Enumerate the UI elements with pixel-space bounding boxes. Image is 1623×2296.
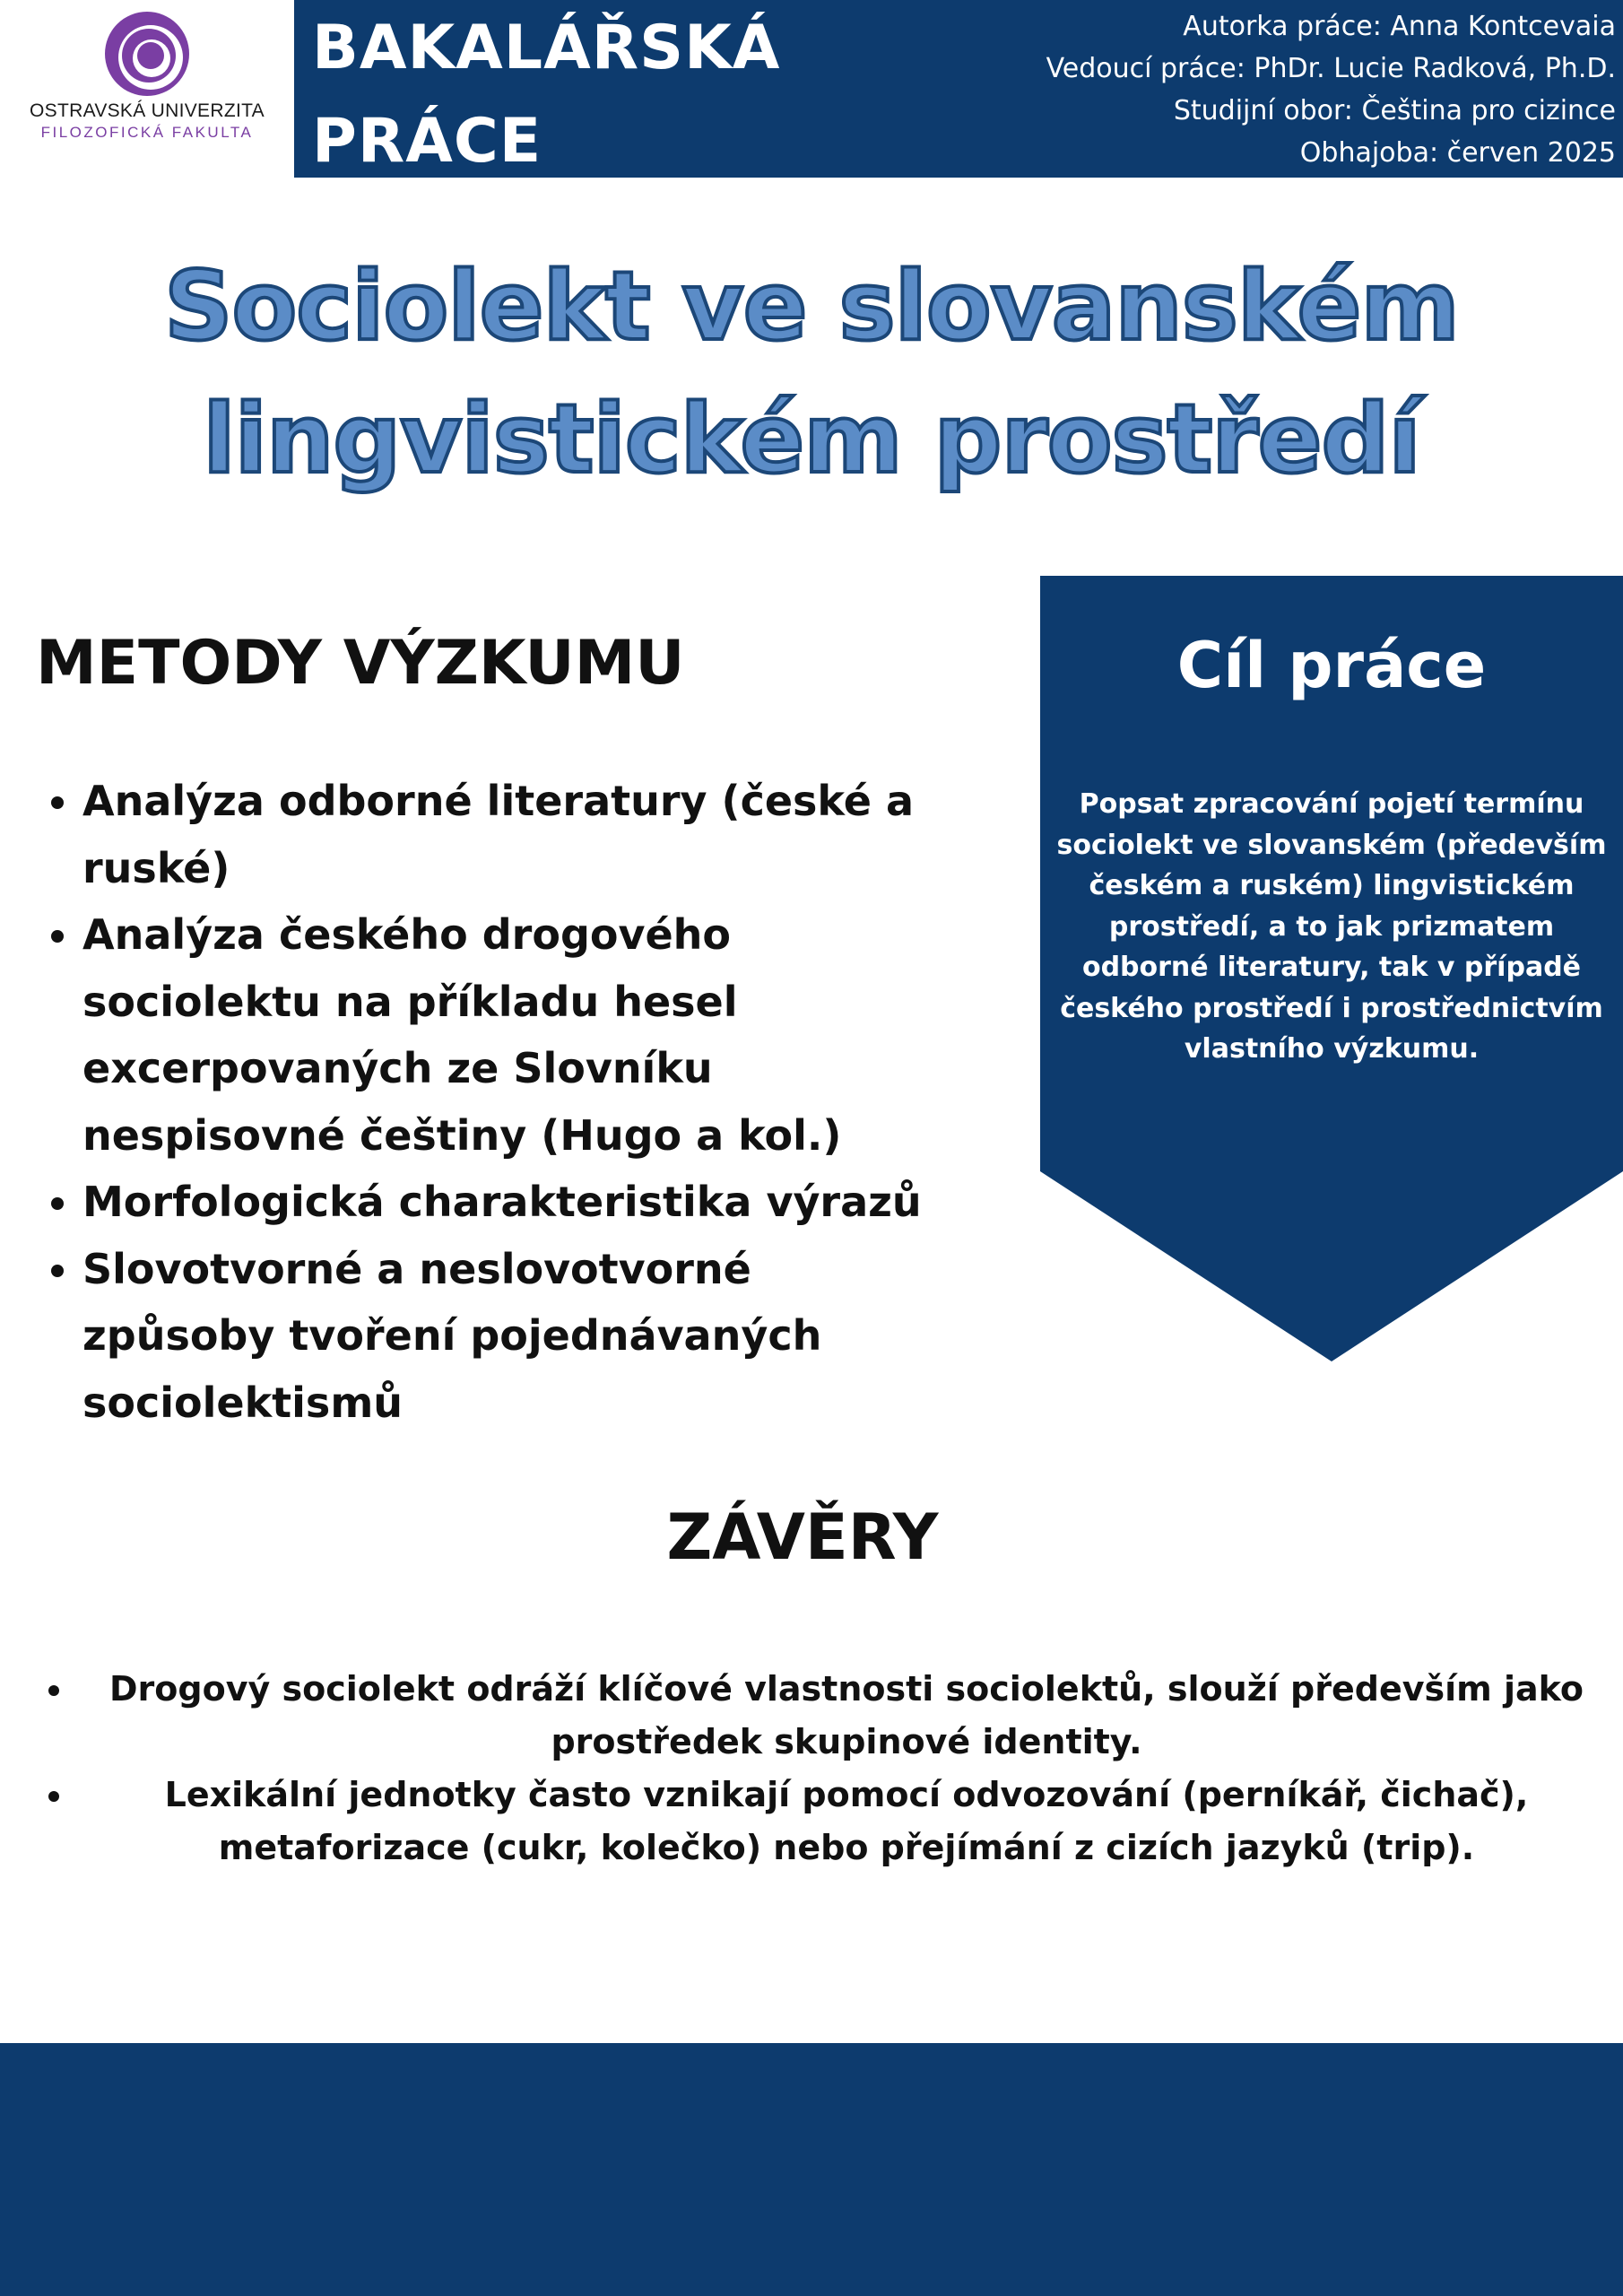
methods-list-item: • Analýza českého drogového sociolektu na příkladu hesel excerpovaných ze Slovníku nespisovné češtiny (Hugo a kol.) — [82, 901, 943, 1169]
methods-heading: METODY VÝZKUMU — [36, 628, 685, 699]
methods-list — [36, 768, 943, 1436]
conclusions-heading: ZÁVĚRY — [666, 1500, 939, 1574]
thesis-meta — [1046, 5, 1616, 174]
goal-text: Popsat zpracování pojetí termínu sociolekt ve slovanském (především českém a ruském) lingvistickém prostředí, a to jak prizmatem odborné literatury, tak v případě českého prostředí i prostřednictvím vlastního výzkumu. — [1056, 788, 1607, 1065]
conclusions-list-item: • Lexikální jednotky často vznikají pomocí odvozování (perníkář, čichač), metaforizace (cukr, kolečko) nebo přejímání z cizích jazyků (trip). — [75, 1769, 1618, 1874]
conclusions-list-item: • Drogový sociolekt odráží klíčové vlastnosti sociolektů, slouží především jako prostředek skupinové identity. — [75, 1663, 1618, 1769]
university-logo — [0, 0, 294, 178]
page-title-line1: Sociolekt ve slovanském — [164, 251, 1459, 361]
header-band — [294, 0, 1623, 178]
thesis-type-line1: BAKALÁŘSKÁ — [312, 13, 781, 83]
thesis-type-line2: PRÁCE — [312, 106, 542, 177]
page-title-line2: lingvistickém prostředí — [203, 384, 1420, 494]
university-name: OSTRAVSKÁ UNIVERZITA — [30, 100, 265, 121]
methods-list-item: • Morfologická charakteristika výrazů — [82, 1169, 943, 1236]
faculty-name: FILOZOFICKÁ FAKULTA — [40, 124, 254, 141]
university-logo-icon — [102, 9, 192, 99]
thesis-type — [312, 2, 814, 188]
methods-list-item: • Analýza odborné literatury (české a ruské) — [82, 768, 943, 901]
meta-author: Autorka práce: Anna Kontcevaia — [1183, 11, 1616, 42]
meta-defense: Obhajoba: červen 2025 — [1299, 137, 1616, 169]
meta-supervisor: Vedoucí práce: PhDr. Lucie Radková, Ph.D. — [1046, 53, 1616, 84]
footer-band — [0, 2043, 1623, 2296]
goal-heading: Cíl práce — [1176, 629, 1487, 702]
conclusions-list — [18, 1663, 1618, 1874]
meta-field: Studijní obor: Čeština pro cizince — [1173, 95, 1616, 126]
methods-list-item: • Slovotvorné a neslovotvorné způsoby tvoření pojednávaných sociolektismů — [82, 1236, 943, 1437]
page-title — [135, 240, 1488, 506]
